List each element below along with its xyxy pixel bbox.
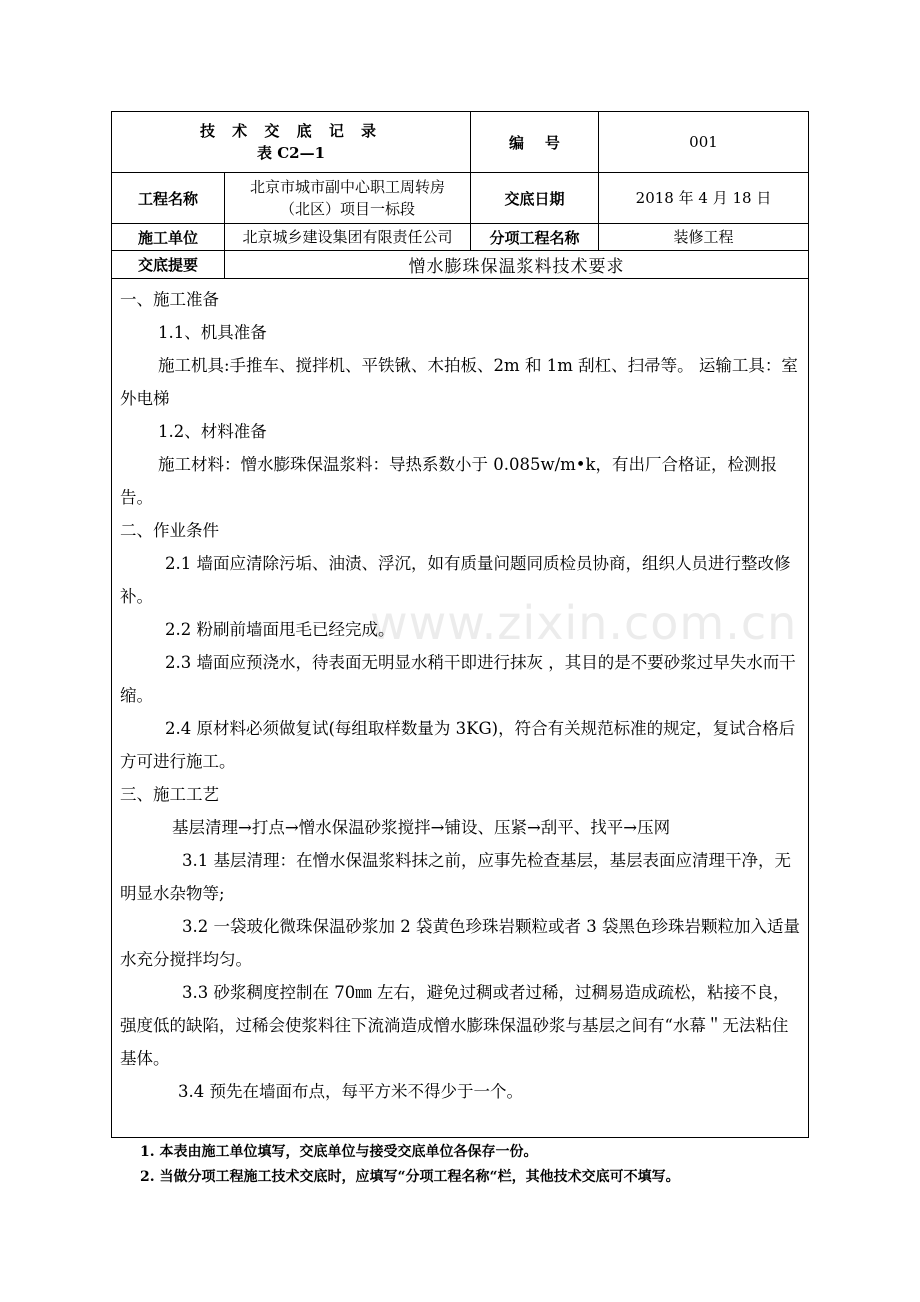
technical-briefing-form: [111, 111, 809, 1138]
subitem-label: 分项工程名称: [471, 224, 599, 251]
content-paragraph: 3.2 一袋玻化微珠保温砂浆加 2 袋黄色珍珠岩颗粒或者 3 袋黑色珍珠岩颗粒加入适量水充分搅拌均匀。: [120, 917, 800, 969]
number-value: 001: [599, 112, 809, 173]
briefing-date-label: 交底日期: [471, 173, 599, 224]
contractor-value: 北京城乡建设集团有限责任公司: [225, 224, 471, 251]
contractor-label: 施工单位: [112, 224, 225, 251]
content-paragraph: 施工材料：憎水膨珠保温浆料：导热系数小于 0.085w/m•k，有出厂合格证，检测报告。: [120, 455, 778, 507]
subsection-heading: 1.1、机具准备: [158, 323, 267, 342]
footnotes: [140, 1140, 680, 1190]
project-name-cell: [225, 173, 471, 224]
footnote: 1. 本表由施工单位填写，交底单位与接受交底单位各保存一份。: [140, 1144, 538, 1160]
briefing-date-value: 2018 年 4 月 18 日: [599, 173, 809, 224]
content-paragraph: 2.4 原材料必须做复试(每组取样数量为 3KG)，符合有关规范标准的规定，复试合格后方可进行施工。: [120, 719, 796, 771]
content-paragraph: 3.1 基层清理：在憎水保温浆料抹之前，应事先检查基层，基层表面应清理干净，无明显水杂物等;: [120, 851, 791, 903]
project-name-line1: 北京市城市副中心职工周转房: [249, 178, 445, 196]
header-row: [112, 112, 809, 173]
section-heading: 二、作业条件: [120, 521, 219, 540]
project-row: [112, 173, 809, 224]
section-heading: 一、施工准备: [120, 290, 219, 309]
contractor-row: [112, 224, 809, 251]
summary-row: [112, 251, 809, 279]
summary-value: 憎水膨珠保温浆料技术要求: [225, 251, 809, 279]
summary-label: 交底提要: [112, 251, 225, 279]
content-paragraph: 2.1 墙面应清除污垢、油渍、浮沉，如有质量问题同质检员协商，组织人员进行整改修补。: [120, 554, 791, 606]
section-heading: 三、施工工艺: [120, 785, 219, 804]
form-number: 表 C2—1: [256, 144, 326, 162]
form-title: 技 术 交 底 记 录: [199, 122, 383, 140]
project-name-line2: （北区）项目一标段: [279, 200, 415, 218]
form-title-cell: [112, 112, 471, 173]
project-name-label: 工程名称: [112, 173, 225, 224]
content-paragraph: 施工机具:手推车、搅拌机、平铁锹、木拍板、2m 和 1m 刮杠、扫帚等。 运输工具：室外电梯: [120, 356, 798, 408]
content-paragraph: 3.3 砂浆稠度控制在 70㎜ 左右，避免过稠或者过稀，过稠易造成疏松，粘接不良，强度低的缺陷，过稀会使浆料往下流淌造成憎水膨珠保温砂浆与基层之间有“水幕＂无法粘住基体。: [120, 983, 790, 1068]
subitem-value: 装修工程: [599, 224, 809, 251]
content-paragraph: 3.4 预先在墙面布点，每平方米不得少于一个。: [178, 1082, 523, 1101]
content-paragraph: 2.3 墙面应预浇水，待表面无明显水稍干即进行抹灰 ，其目的是不要砂浆过早失水而干缩。: [120, 653, 796, 705]
subsection-heading: 1.2、材料准备: [158, 422, 267, 441]
watermark: www.zixin.com.cn: [370, 596, 798, 650]
content-cell: [112, 279, 809, 1138]
process-flow: 基层清理→打点→憎水保温砂浆搅拌→铺设、压紧→刮平、找平→压网: [172, 818, 671, 837]
content-row: [112, 279, 809, 1138]
briefing-content: [112, 279, 808, 1108]
footnote: 2. 当做分项工程施工技术交底时，应填写“分项工程名称“栏，其他技术交底可不填写。: [140, 1169, 680, 1185]
number-label: 编 号: [471, 112, 599, 173]
content-paragraph: 2.2 粉刷前墙面甩毛已经完成。: [165, 620, 395, 639]
